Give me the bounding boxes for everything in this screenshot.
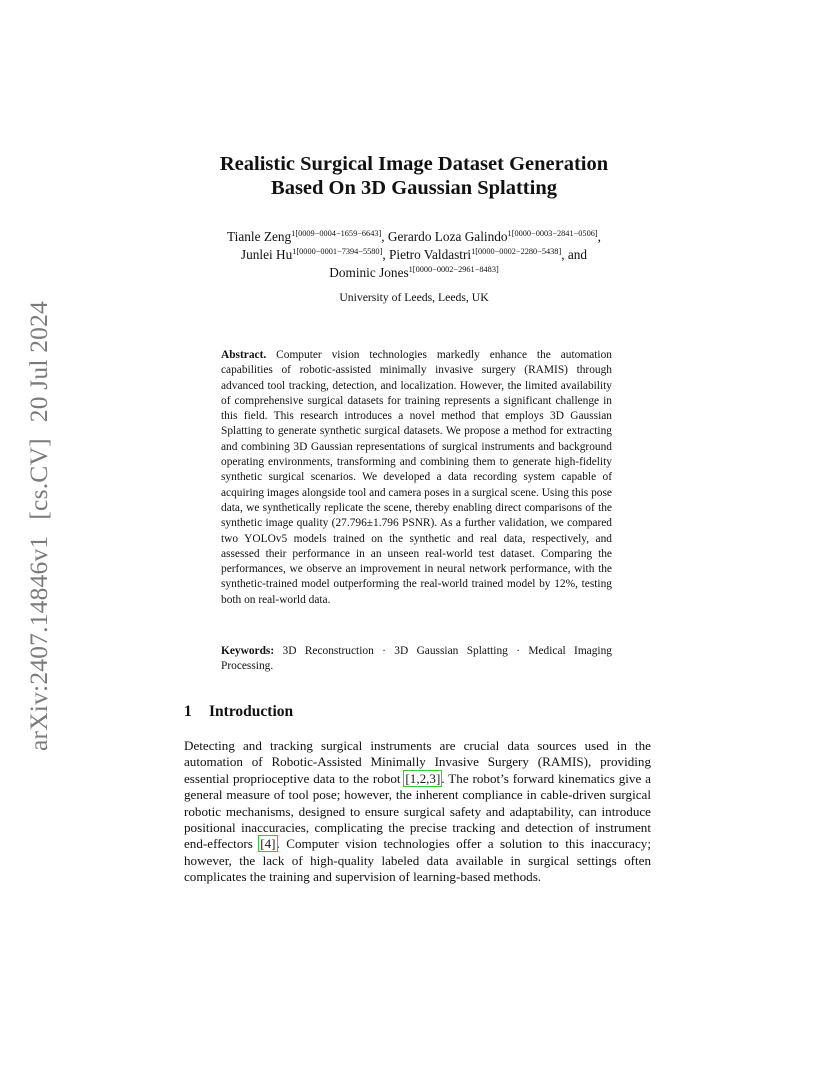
- title-line-2: Based On 3D Gaussian Splatting: [271, 177, 557, 199]
- section-title: Introduction: [209, 703, 294, 720]
- arxiv-category: [cs.CV]: [24, 438, 53, 520]
- intro-paragraph: [184, 738, 651, 886]
- author: [388, 229, 598, 244]
- author-separator: ,: [597, 229, 601, 244]
- citation-link[interactable]: [4]: [260, 836, 276, 852]
- author-name: Pietro Valdastri: [389, 247, 472, 262]
- author-name: Dominic Jones: [329, 265, 409, 280]
- affiliation: University of Leeds, Leeds, UK: [339, 291, 489, 304]
- author-orcid: 1[0000−0001−7394−5580]: [292, 247, 383, 256]
- citation-link[interactable]: [1,2,3]: [405, 770, 441, 786]
- author: [389, 247, 561, 262]
- abstract-label: Abstract.: [221, 349, 267, 361]
- author-name: Tianle Zeng: [227, 229, 292, 244]
- title-line-1: Realistic Surgical Image Dataset Generation: [219, 153, 609, 175]
- arxiv-stamp: [24, 295, 54, 757]
- author-orcid: 1[0009−0004−1659−6643]: [291, 229, 382, 238]
- section-number: 1: [184, 703, 192, 720]
- author-orcid: 1[0000−0002−2280−5438]: [471, 247, 562, 256]
- arxiv-id[interactable]: arXiv:2407.14846v1: [24, 535, 53, 752]
- author-orcid: 1[0000−0002−2961−8483]: [408, 265, 499, 274]
- author-separator: , and: [561, 247, 588, 262]
- intro-text: . Computer vision technologies offer a solution to this inaccuracy; however, the lack of high-quality labeled data available in surgical settings often complicates the training and supervision of learning-based methods.: [184, 836, 651, 885]
- author: [329, 265, 499, 280]
- abstract: [221, 348, 612, 608]
- arxiv-date: 20 Jul 2024: [24, 300, 53, 423]
- author-orcid: 1[0000−0003−2841−0506]: [507, 229, 598, 238]
- section-heading: [184, 703, 654, 721]
- author: [227, 229, 381, 244]
- paper-title: [0, 152, 828, 200]
- arxiv-stamp-text: [24, 301, 54, 751]
- author-name: Gerardo Loza Galindo: [387, 229, 508, 244]
- keywords-label: Keywords:: [221, 645, 275, 657]
- abstract-text: Computer vision technologies markedly enhance the automation capabilities of robotic-assisted minimally invasive surgery (RAMIS) through advanced tool tracking, detection, and localization. However, the limited availability of comprehensive surgical datasets for training represents a significant challenge in this field. This research introduces a novel method that employs 3D Gaussian Splatting to generate synthetic surgical datasets. We propose a method for extracting and combining 3D Gaussian representations of surgical instruments and background operating environments, transforming and combining them to generate high-fidelity synthetic surgical scenarios. We developed a data recording system capable of acquiring images alongside tool and camera poses in a surgical scene. Using this pose data, we synthetically replicate the scene, thereby enabling direct comparisons of the synthetic image quality (27.796±1.796 PSNR). As a further validation, we compared two YOLOv5 models trained on the synthetic and real data, respectively, and assessed their performance in an unseen real-world test dataset. Comparing the performances, we observe an improvement in neural network performance, with the synthetic-trained model outperforming the real-world trained model by 12%, testing both on real-world data.: [221, 349, 612, 606]
- author-separator: ,: [382, 247, 389, 262]
- intro-text: Detecting and tracking surgical instruments are crucial data sources used in the automation of Robotic-Assisted Minimally Invasive Surgery (RAMIS), providing essential proprioceptive data to the robot: [184, 738, 651, 786]
- keywords: [221, 644, 612, 675]
- author-separator: ,: [381, 229, 388, 244]
- intro-text: . The robot’s forward kinematics give a general measure of tool pose; however, the inherent compliance in cable-driven surgical robotic mechanisms, designed to ensure surgical safety and adaptability, can introduce positional inaccuracies, complicating the precise tracking and detection of instrument end-effectors: [184, 770, 651, 852]
- keywords-text: 3D Reconstruction · 3D Gaussian Splatting · Medical Imaging Processing.: [221, 645, 612, 673]
- author-name: Junlei Hu: [240, 247, 293, 262]
- author: [241, 247, 382, 262]
- author-list: [150, 228, 678, 282]
